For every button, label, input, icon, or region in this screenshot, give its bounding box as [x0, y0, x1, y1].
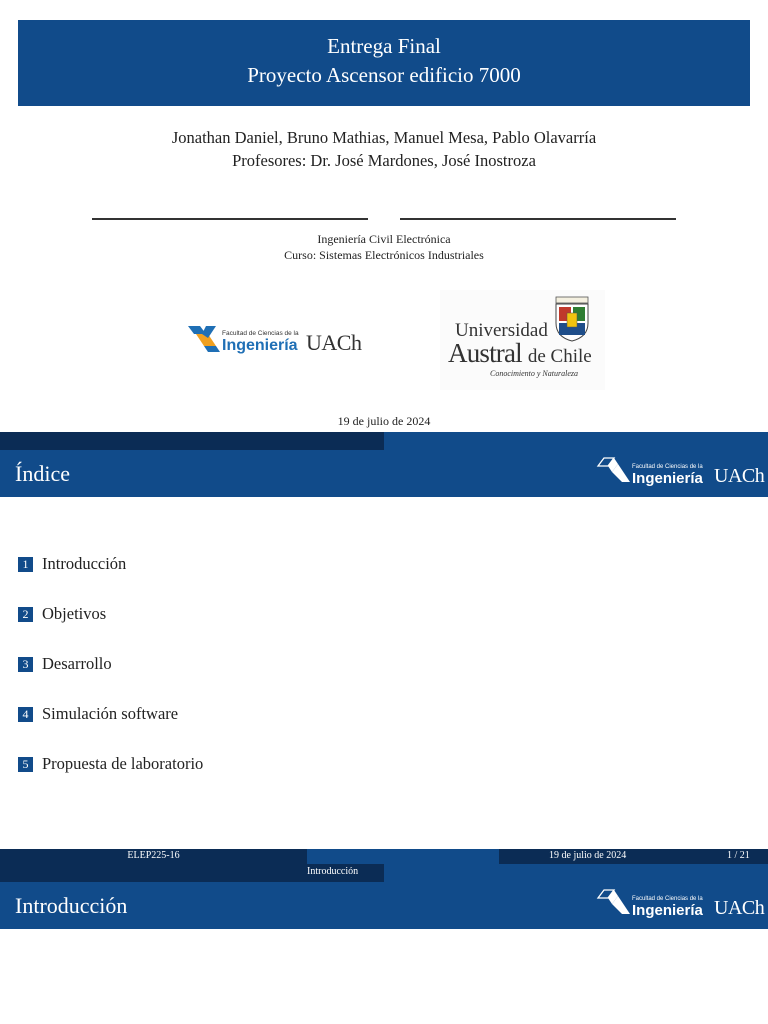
toc-label: Desarrollo: [42, 654, 112, 673]
index-nav-bar-dark: [0, 432, 384, 450]
index-header-title: Índice: [15, 461, 70, 486]
title-line-1: Entrega Final: [327, 34, 441, 58]
uach-logo-dechile: de Chile: [527, 346, 592, 367]
header-logo-uach: UACh: [714, 465, 765, 487]
ingenieria-logo-big: Ingeniería: [222, 337, 298, 354]
header-ingenieria-logo: [596, 888, 766, 922]
toc-item-propuesta[interactable]: [18, 753, 518, 775]
slide-footer: [0, 849, 768, 864]
title-slide: [0, 0, 768, 432]
toc-item-simulacion[interactable]: [18, 703, 518, 725]
index-header: [0, 450, 768, 497]
header-logo-small: Facultad de Ciencias de la: [632, 896, 703, 902]
intro-nav-bar-dark: [0, 864, 307, 882]
intro-header: [0, 882, 768, 929]
uach-logo-tagline: Conocimiento y Naturaleza: [490, 369, 578, 378]
toc-label: Simulación software: [42, 704, 179, 723]
toc-label: Introducción: [42, 554, 127, 573]
intro-nav-bar: [0, 864, 768, 882]
universidad-austral-logo: [440, 290, 605, 390]
shield-icon: [552, 295, 592, 343]
toc-number: 4: [18, 707, 33, 722]
toc-item-desarrollo[interactable]: [18, 653, 518, 675]
uach-logo-austral: Austral: [448, 338, 522, 368]
nav-section-introduccion[interactable]: Introducción: [307, 864, 384, 882]
title-line-2: Proyecto Ascensor edificio 7000: [247, 63, 521, 87]
header-logo-icon: [596, 888, 632, 918]
toc-label: Propuesta de laboratorio: [42, 754, 204, 773]
institution-degree: Ingeniería Civil Electrónica: [317, 232, 451, 246]
ingenieria-logo-uach: UACh: [306, 330, 362, 355]
header-logo-small: Facultad de Ciencias de la: [632, 464, 703, 470]
header-logo-big: Ingeniería: [632, 470, 703, 487]
toc-number: 5: [18, 757, 33, 772]
professors: Profesores: Dr. José Mardones, José Inostroza: [232, 151, 536, 170]
footer-page-number: 1 / 21: [727, 850, 750, 861]
toc-label: Objetivos: [42, 604, 107, 623]
header-logo-icon: [596, 456, 632, 486]
authors-block: [0, 126, 768, 172]
footer-date: 19 de julio de 2024: [549, 850, 627, 861]
toc-item-introduccion[interactable]: [18, 553, 518, 575]
uach-logo-line1: Universidad: [455, 320, 548, 341]
ingenieria-logo-icon: [186, 320, 222, 356]
institution-block: [0, 231, 768, 263]
footer-right: [499, 849, 768, 864]
index-nav-bar: [0, 432, 768, 450]
title-date: 19 de julio de 2024: [337, 414, 431, 428]
title-box: [18, 20, 750, 106]
header-logo-big: Ingeniería: [632, 902, 703, 919]
authors: Jonathan Daniel, Bruno Mathias, Manuel Mesa, Pablo Olavarría: [171, 128, 597, 147]
ingenieria-logo-small: Facultad de Ciencias de la: [222, 330, 299, 337]
toc-item-objetivos[interactable]: [18, 603, 518, 625]
footer-course-code: ELEP225-16: [0, 849, 307, 864]
institution-course: Curso: Sistemas Electrónicos Industriales: [284, 248, 484, 262]
toc-number: 3: [18, 657, 33, 672]
footer-middle: [307, 849, 499, 864]
header-logo-uach: UACh: [714, 897, 765, 919]
intro-header-title: Introducción: [15, 893, 128, 918]
ingenieria-logo: [186, 318, 361, 358]
header-ingenieria-logo: [596, 456, 766, 490]
divider-right: [400, 218, 676, 220]
toc-number: 2: [18, 607, 33, 622]
toc-number: 1: [18, 557, 33, 572]
divider-left: [92, 218, 368, 220]
